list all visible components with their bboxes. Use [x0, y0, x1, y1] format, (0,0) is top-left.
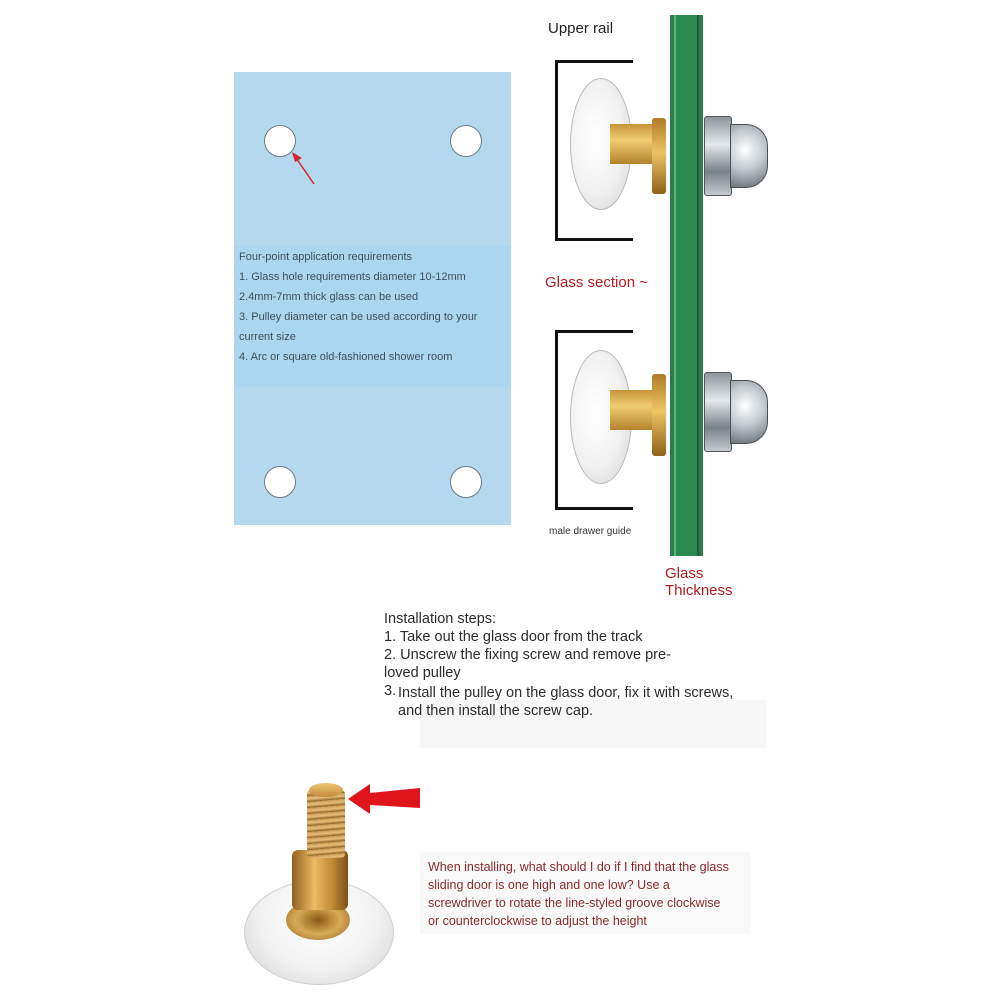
tip-line: screwdriver to rotate the line-styled groove clockwise — [428, 896, 721, 910]
hole-pointer-arrow-icon — [286, 148, 322, 190]
installation-step-3 — [384, 682, 744, 700]
upper-hex-nut — [704, 116, 732, 196]
lower-screw-cap — [730, 380, 768, 444]
glass-hole-bottom-right — [450, 466, 482, 498]
requirement-line: 3. Pulley diameter can be used according to your — [239, 311, 478, 323]
installation-step: loved pulley — [384, 665, 461, 681]
glass-hole-bottom-left — [264, 466, 296, 498]
upper-brass-flange — [652, 118, 666, 194]
brass-collar — [292, 850, 348, 910]
glass-thickness-line: Glass — [665, 565, 704, 582]
tip-line: or counterclockwise to adjust the height — [428, 914, 647, 928]
step-3-line: and then install the screw cap. — [398, 703, 594, 719]
installation-steps — [384, 610, 744, 720]
upper-rail-label: Upper rail — [548, 20, 614, 37]
male-drawer-guide-label: male drawer guide — [549, 526, 632, 537]
screw-pointer-arrow-icon — [348, 782, 422, 816]
screw-groove-head — [309, 783, 343, 797]
installation-step: 1. Take out the glass door from the track — [384, 629, 643, 645]
height-adjust-tip — [428, 858, 748, 930]
installation-title: Installation steps: — [384, 611, 497, 627]
requirement-line: 2.4mm-7mm thick glass can be used — [239, 291, 419, 303]
glass-section-label: Glass section ~ — [545, 274, 648, 291]
requirement-line: current size — [239, 331, 296, 343]
tip-line: When installing, what should I do if I find that the glass — [428, 860, 729, 874]
installation-step: 2. Unscrew the fixing screw and remove pre- — [384, 647, 671, 663]
step-3-number: 3. — [384, 683, 397, 699]
requirement-line: 4. Arc or square old-fashioned shower room — [239, 351, 453, 363]
glass-thickness-line: Thickness — [665, 582, 733, 599]
glass-thickness-label — [665, 565, 733, 599]
requirement-line: 1. Glass hole requirements diameter 10-12mm — [239, 271, 466, 283]
glass-hole-top-right — [450, 125, 482, 157]
glass-thickness-section — [670, 15, 703, 556]
lower-brass-flange — [652, 374, 666, 456]
adjustment-screw-thread — [307, 790, 345, 858]
requirements-heading: Four-point application requirements — [239, 251, 413, 263]
lower-hex-nut — [704, 372, 732, 452]
step-3-line: Install the pulley on the glass door, fix it with screws, — [398, 685, 734, 701]
upper-screw-cap — [730, 124, 768, 188]
tip-line: sliding door is one high and one low? Use a — [428, 878, 670, 892]
